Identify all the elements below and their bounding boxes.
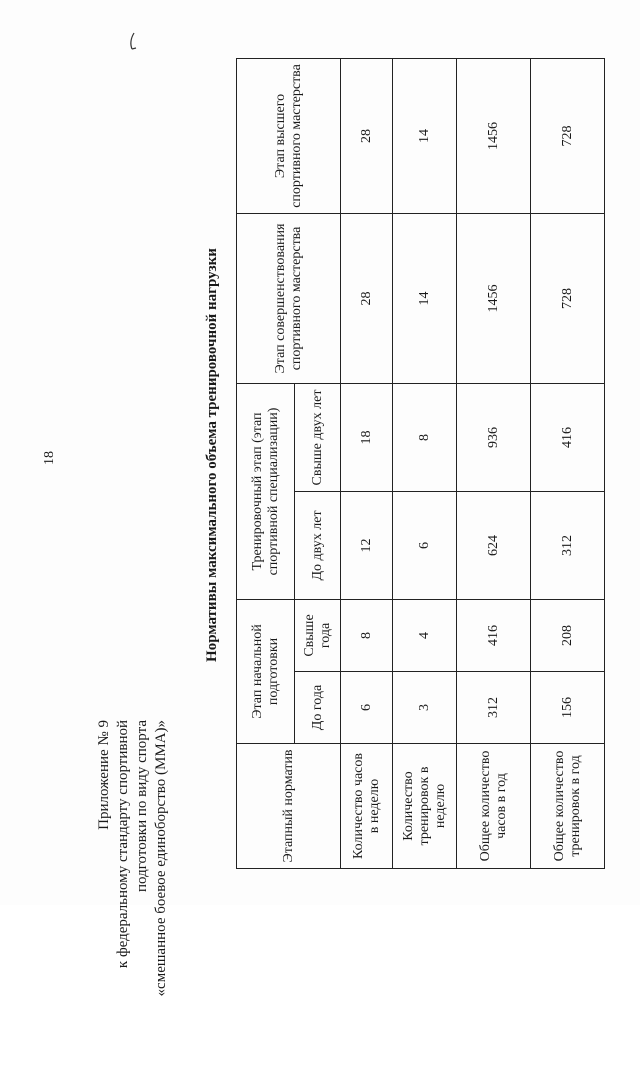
appendix-line-4: «смешанное боевое единоборство (ММА)» [153,720,169,997]
table-cell: 6 [393,491,457,599]
table-cell: 1456 [457,213,531,383]
appendix-line-3: подготовки по виду спорта [134,720,150,892]
subheader-initial-2: Свыше года [295,599,341,671]
appendix-line-1: Приложение № 9 [96,720,112,830]
header-stage-improvement: Этап совершенствования спортивного мастерства [237,213,341,383]
table-cell: 14 [393,213,457,383]
table-cell: 208 [531,599,605,671]
table-cell: 728 [531,213,605,383]
table-cell: 416 [531,383,605,491]
row-label: Общее количество часов в год [457,744,531,869]
norms-table [236,58,605,869]
table-cell: 1456 [457,58,531,213]
table-cell: 728 [531,58,605,213]
table-cell: 936 [457,383,531,491]
row-label: Количество тренировок в неделю [393,744,457,869]
header-stage-initial: Этап начальной подготовки [237,599,295,743]
header-stage-training: Тренировочный этап (этап спортивной специализации) [237,383,295,599]
corner-header: Этапный норматив [237,744,341,869]
table-cell: 3 [393,672,457,744]
table-row [531,58,605,868]
table-cell: 416 [457,599,531,671]
table-cell: 14 [393,58,457,213]
table-row [393,58,457,868]
subheader-training-1: До двух лет [295,491,341,599]
table-cell: 156 [531,672,605,744]
row-label: Количество часов в неделю [341,744,393,869]
table-cell: 18 [341,383,393,491]
subheader-training-2: Свыше двух лет [295,383,341,491]
pen-mark-icon [128,32,138,52]
table-cell: 4 [393,599,457,671]
appendix-header [95,720,171,1080]
table-cell: 8 [393,383,457,491]
table-cell: 6 [341,672,393,744]
table-cell: 624 [457,491,531,599]
table-row [457,58,531,868]
subheader-initial-1: До года [295,672,341,744]
row-label: Общее количество тренировок в год [531,744,605,869]
table-cell: 28 [341,58,393,213]
appendix-line-2: к федеральному стандарту спортивной [115,720,131,969]
table-cell: 312 [457,672,531,744]
page-number: 18 [42,451,57,465]
table-row [341,58,393,868]
header-stage-highest: Этап высшего спортивного мастерства [237,58,341,213]
table-cell: 12 [341,491,393,599]
table-title: Нормативы максимального объема тренировочной нагрузки [204,248,220,662]
table-cell: 28 [341,213,393,383]
table-cell: 312 [531,491,605,599]
table-cell: 8 [341,599,393,671]
